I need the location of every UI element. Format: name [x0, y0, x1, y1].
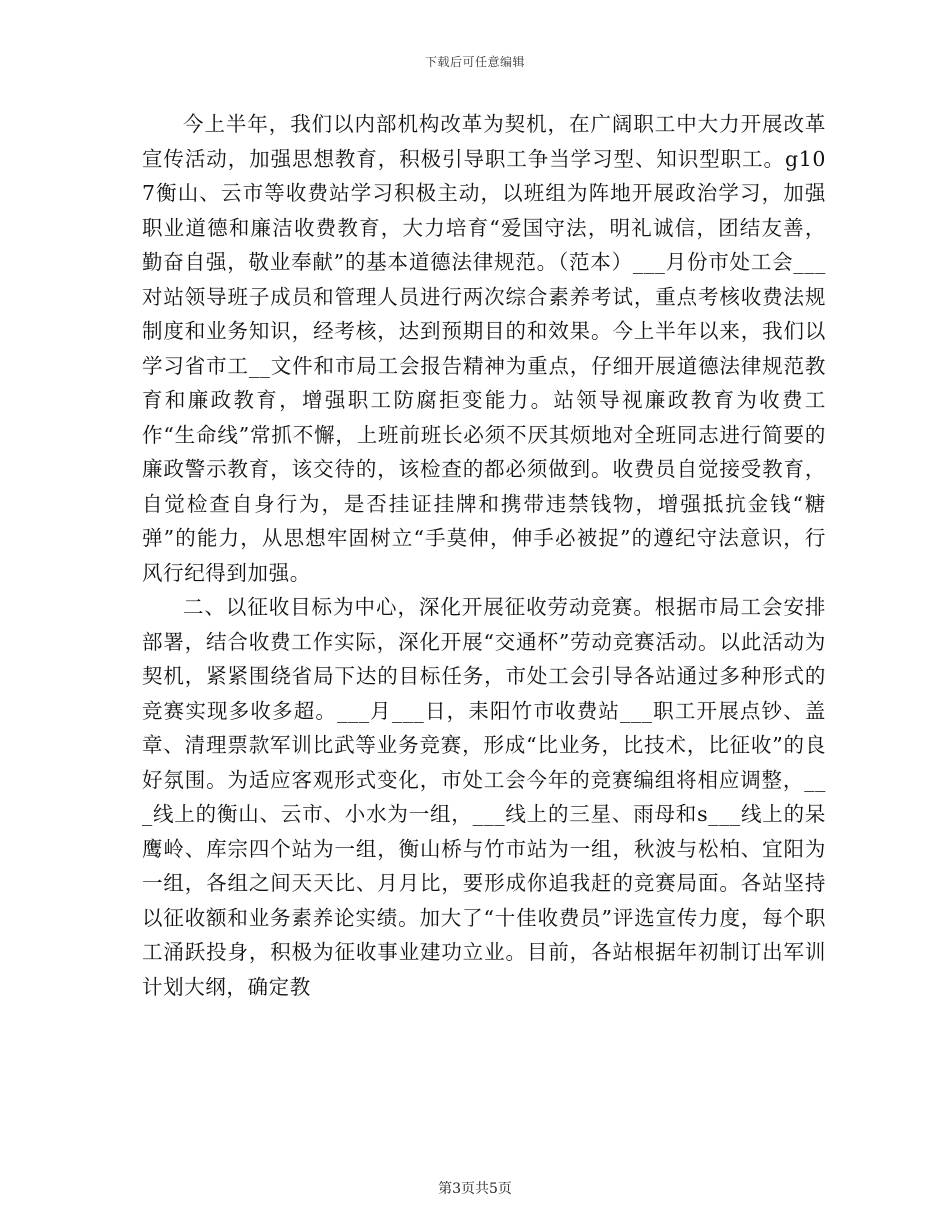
document-body — [142, 107, 826, 1004]
paragraph-2: 二、以征收目标为中心，深化开展征收劳动竞赛。根据市局工会安排部署，结合收费工作实际，深化开展“交通杯”劳动竞赛活动。以此活动为契机，紧紧围绕省局下达的目标任务，市处工会引导各站通过多种形式的竞赛实现多收多超。___月___日，耒阳竹市收费站___职工开展点钞、盖章、清理票款军训比武等业务竞赛，形成“比业务，比技术，比征收”的良好氛围。为适应客观形式变化，市处工会今年的竞赛编组将相应调整，___线上的衡山、云市、小水为一组，___线上的三星、雨母和s___线上的呆鹰岭、库宗四个站为一组，衡山桥与竹市站为一组，秋波与松柏、宜阳为一组，各组之间天天比、月月比，要形成你追我赶的竞赛局面。各站坚持以征收额和业务素养论实绩。加大了“十佳收费员”评选宣传力度，每个职工涌跃投身，积极为征收事业建功立业。目前，各站根据年初制订出军训计划大纲，确定教 — [142, 595, 826, 999]
page-number: 第3页共5页 — [438, 1181, 512, 1197]
paragraph-1: 今上半年，我们以内部机构改革为契机，在广阔职工中大力开展改革宣传活动，加强思想教育，积极引导职工争当学习型、知识型职工。g107衡山、云市等收费站学习积极主动，以班组为阵地开展政治学习，加强职业道德和廉洁收费教育，大力培育“爱国守法，明礼诚信，团结友善，勤奋自强，敬业奉献”的基本道德法律规范。（范本）___月份市处工会___对站领导班子成员和管理人员进行两次综合素养考试，重点考核收费法规制度和业务知识，经考核，达到预期目的和效果。今上半年以来，我们以学习省市工__文件和市局工会报告精神为重点，仔细开展道德法律规范教育和廉政教育，增强职工防腐拒变能力。站领导视廉政教育为收费工作“生命线”常抓不懈，上班前班长必须不厌其烦地对全班同志进行简要的廉政警示教育，该交待的，该检查的都必须做到。收费员自觉接受教育，自觉检查自身行为，是否挂证挂牌和携带违禁钱物，增强抵抗金钱“糖弹”的能力，从思想牢固树立“手莫伸，伸手必被捉”的遵纪守法意识，行风行纪得到加强。 — [142, 112, 826, 585]
page-header-note: 下载后可任意编辑 — [424, 55, 525, 69]
